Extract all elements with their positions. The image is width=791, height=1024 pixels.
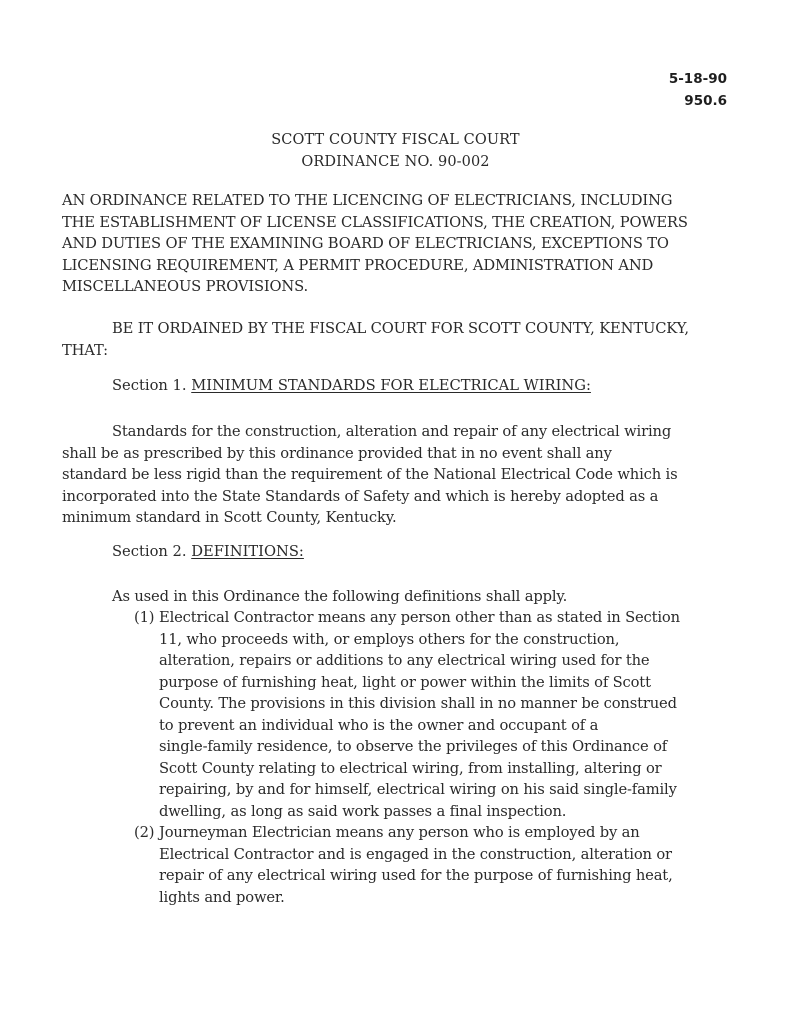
section-1-heading: [112, 375, 591, 397]
section-1-paragraph: [62, 421, 752, 529]
definition-line: single-family residence, to observe the privileges of this Ordinance of: [159, 738, 668, 755]
definition-line: to prevent an individual who is the owner and occupant of a: [159, 716, 599, 734]
section-title: DEFINITIONS:: [191, 543, 304, 560]
title-line-ordinance-number: ORDINANCE NO. 90-002: [301, 154, 490, 170]
definition-line: dwelling, as long as said work passes a final inspection.: [159, 802, 567, 820]
definition-line: repairing, by and for himself, electrical wiring on his said single-family: [159, 781, 677, 798]
section-label: Section 2.: [112, 543, 192, 560]
definition-line: Scott County relating to electrical wiring, from installing, altering or: [159, 759, 662, 777]
ordinance-intro: [62, 190, 742, 298]
definition-line: purpose of furnishing heat, light or power within the limits of Scott: [159, 673, 651, 691]
definition-line: alteration, repairs or additions to any electrical wiring used for the: [159, 652, 650, 669]
paragraph-line: minimum standard in Scott County, Kentucky.: [62, 509, 397, 526]
intro-line: LICENSING REQUIREMENT, A PERMIT PROCEDURE, ADMINISTRATION AND: [62, 256, 654, 274]
intro-line: AN ORDINANCE RELATED TO THE LICENCING OF ELECTRICIANS, INCLUDING: [62, 192, 673, 209]
intro-line: AND DUTIES OF THE EXAMINING BOARD OF ELECTRICIANS, EXCEPTIONS TO: [62, 235, 669, 252]
paragraph-line: incorporated into the State Standards of Safety and which is hereby adopted as a: [62, 487, 659, 505]
definition-number: (2): [134, 824, 155, 841]
document-title: [0, 129, 791, 173]
definition-line: Electrical Contractor and is engaged in the construction, alteration or: [159, 845, 672, 863]
paragraph-line: standard be less rigid than the requirement of the National Electrical Code which is: [62, 466, 678, 483]
definition-text: [159, 607, 734, 822]
ordained-line: THAT:: [62, 341, 108, 359]
definition-line: 11, who proceeds with, or employs others for the construction,: [159, 630, 620, 648]
definition-line: Journeyman Electrician means any person who is employed by an: [159, 824, 640, 841]
ordained-clause: [62, 318, 752, 361]
paragraph-line: shall be as prescribed by this ordinance provided that in no event shall any: [62, 444, 612, 462]
document-date: 5-18-90: [668, 71, 727, 87]
section-label: Section 1.: [112, 377, 192, 394]
definition-text: [159, 822, 734, 908]
definition-line: Electrical Contractor means any person other than as stated in Section: [159, 609, 680, 626]
document-code: 950.6: [684, 93, 727, 109]
section-title: MINIMUM STANDARDS FOR ELECTRICAL WIRING:: [191, 377, 591, 394]
ordained-line: BE IT ORDAINED BY THE FISCAL COURT FOR SCOTT COUNTY, KENTUCKY,: [112, 320, 689, 337]
intro-line: MISCELLANEOUS PROVISIONS.: [62, 278, 309, 295]
title-line-court: SCOTT COUNTY FISCAL COURT: [271, 132, 520, 148]
definitions-list: [134, 607, 734, 908]
definition-item: [134, 607, 734, 822]
paragraph-line: Standards for the construction, alteration and repair of any electrical wiring: [112, 423, 672, 440]
definitions-intro: As used in this Ordinance the following definitions shall apply.: [112, 588, 568, 605]
document-header-meta: [669, 68, 727, 112]
definition-item: [134, 822, 734, 908]
definition-line: County. The provisions in this division shall in no manner be construed: [159, 695, 677, 712]
section-2-heading: [112, 541, 304, 563]
definition-line: lights and power.: [159, 888, 285, 906]
definition-line: repair of any electrical wiring used for the purpose of furnishing heat,: [159, 867, 673, 884]
intro-line: THE ESTABLISHMENT OF LICENSE CLASSIFICATIONS, THE CREATION, POWERS: [62, 213, 688, 231]
definition-number: (1): [134, 609, 155, 626]
